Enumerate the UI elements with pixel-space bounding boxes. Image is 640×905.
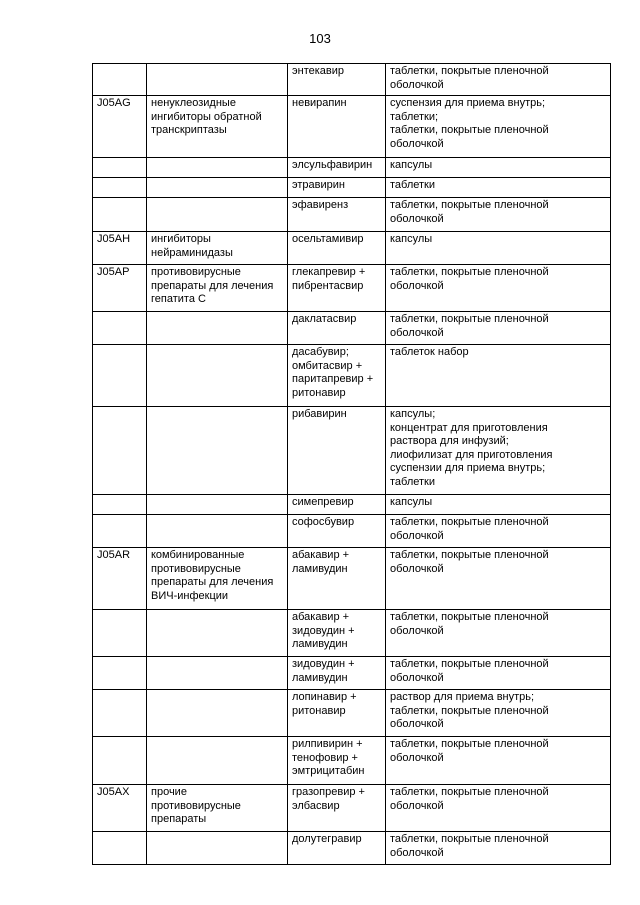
dosage-form-cell: таблетки, покрытые пленочной оболочкой — [386, 548, 611, 610]
atc-code-cell — [93, 312, 147, 345]
page-number: 103 — [309, 31, 331, 46]
dosage-form-cell: таблетки, покрытые пленочной оболочкой — [386, 610, 611, 657]
pharmacological-group-cell: ингибиторы нейраминидазы — [147, 232, 288, 265]
drug-name-cell: гразопревир + элбасвир — [288, 785, 386, 832]
pharmacological-group-cell: противовирусные препараты для лечения гепатита С — [147, 265, 288, 312]
table-row — [93, 515, 611, 548]
drug-name-cell: симепревир — [288, 495, 386, 515]
dosage-form-cell: таблетки, покрытые пленочной оболочкой — [386, 785, 611, 832]
dosage-form-cell: таблетки, покрытые пленочной оболочкой — [386, 515, 611, 548]
table-row — [93, 232, 611, 265]
dosage-form-cell: таблетки, покрытые пленочной оболочкой — [386, 64, 611, 96]
table-row — [93, 495, 611, 515]
atc-code-cell — [93, 64, 147, 96]
atc-code-cell — [93, 345, 147, 407]
atc-code-cell: J05AX — [93, 785, 147, 832]
table-row — [93, 737, 611, 785]
drug-name-cell: рибавирин — [288, 407, 386, 495]
table-row — [93, 96, 611, 158]
dosage-form-cell: таблетки, покрытые пленочной оболочкой — [386, 657, 611, 690]
dosage-form-cell: таблетки, покрытые пленочной оболочкой — [386, 737, 611, 785]
dosage-form-cell: таблеток набор — [386, 345, 611, 407]
drug-name-cell: долутегравир — [288, 832, 386, 865]
drug-name-cell: рилпивирин + тенофовир + эмтрицитабин — [288, 737, 386, 785]
table-row — [93, 690, 611, 737]
drug-name-cell: зидовудин + ламивудин — [288, 657, 386, 690]
table-row — [93, 312, 611, 345]
atc-code-cell: J05AP — [93, 265, 147, 312]
table-row — [93, 407, 611, 495]
pharmacological-group-cell — [147, 64, 288, 96]
dosage-form-cell: капсулы — [386, 232, 611, 265]
table-row — [93, 548, 611, 610]
table-row — [93, 198, 611, 232]
table-row — [93, 657, 611, 690]
dosage-form-cell: таблетки, покрытые пленочной оболочкой — [386, 198, 611, 232]
drug-name-cell: дасабувир; омбитасвир + паритапревир + ритонавир — [288, 345, 386, 407]
pharmacological-group-cell — [147, 657, 288, 690]
pharmacological-group-cell — [147, 178, 288, 198]
drug-name-cell: осельтамивир — [288, 232, 386, 265]
drug-table — [92, 63, 611, 865]
pharmacological-group-cell — [147, 515, 288, 548]
drug-name-cell: даклатасвир — [288, 312, 386, 345]
table-row — [93, 610, 611, 657]
atc-code-cell — [93, 407, 147, 495]
pharmacological-group-cell — [147, 832, 288, 865]
dosage-form-cell: капсулы; концентрат для приготовления раствора для инфузий; лиофилизат для приготовления суспензии для приема внутрь; таблетки — [386, 407, 611, 495]
dosage-form-cell: раствор для приема внутрь; таблетки, покрытые пленочной оболочкой — [386, 690, 611, 737]
atc-code-cell — [93, 657, 147, 690]
atc-code-cell — [93, 198, 147, 232]
dosage-form-cell: таблетки, покрытые пленочной оболочкой — [386, 312, 611, 345]
dosage-form-cell: капсулы — [386, 495, 611, 515]
atc-code-cell — [93, 610, 147, 657]
table-body — [93, 64, 611, 865]
pharmacological-group-cell: прочие противовирусные препараты — [147, 785, 288, 832]
atc-code-cell: J05AH — [93, 232, 147, 265]
atc-code-cell — [93, 158, 147, 178]
pharmacological-group-cell — [147, 495, 288, 515]
drug-name-cell: лопинавир + ритонавир — [288, 690, 386, 737]
atc-code-cell — [93, 178, 147, 198]
pharmacological-group-cell — [147, 610, 288, 657]
drug-name-cell: глекапревир + пибрентасвир — [288, 265, 386, 312]
table-row — [93, 832, 611, 865]
pharmacological-group-cell: ненуклеозидные ингибиторы обратной транскриптазы — [147, 96, 288, 158]
drug-name-cell: невирапин — [288, 96, 386, 158]
table-row — [93, 178, 611, 198]
table-row — [93, 785, 611, 832]
pharmacological-group-cell: комбинированные противовирусные препараты для лечения ВИЧ-инфекции — [147, 548, 288, 610]
atc-code-cell — [93, 737, 147, 785]
table-row — [93, 265, 611, 312]
table-row — [93, 345, 611, 407]
atc-code-cell — [93, 495, 147, 515]
pharmacological-group-cell — [147, 198, 288, 232]
dosage-form-cell: капсулы — [386, 158, 611, 178]
atc-code-cell: J05AR — [93, 548, 147, 610]
pharmacological-group-cell — [147, 690, 288, 737]
drug-name-cell: софосбувир — [288, 515, 386, 548]
drug-name-cell: энтекавир — [288, 64, 386, 96]
dosage-form-cell: таблетки, покрытые пленочной оболочкой — [386, 832, 611, 865]
pharmacological-group-cell — [147, 737, 288, 785]
drug-name-cell: абакавир + зидовудин + ламивудин — [288, 610, 386, 657]
drug-name-cell: элсульфавирин — [288, 158, 386, 178]
pharmacological-group-cell — [147, 312, 288, 345]
drug-name-cell: этравирин — [288, 178, 386, 198]
pharmacological-group-cell — [147, 345, 288, 407]
atc-code-cell — [93, 515, 147, 548]
atc-code-cell — [93, 690, 147, 737]
table-row — [93, 158, 611, 178]
dosage-form-cell: таблетки — [386, 178, 611, 198]
dosage-form-cell: суспензия для приема внутрь; таблетки; таблетки, покрытые пленочной оболочкой — [386, 96, 611, 158]
pharmacological-group-cell — [147, 407, 288, 495]
drug-name-cell: абакавир + ламивудин — [288, 548, 386, 610]
atc-code-cell: J05AG — [93, 96, 147, 158]
dosage-form-cell: таблетки, покрытые пленочной оболочкой — [386, 265, 611, 312]
drug-name-cell: эфавиренз — [288, 198, 386, 232]
table-row — [93, 64, 611, 96]
pharmacological-group-cell — [147, 158, 288, 178]
atc-code-cell — [93, 832, 147, 865]
